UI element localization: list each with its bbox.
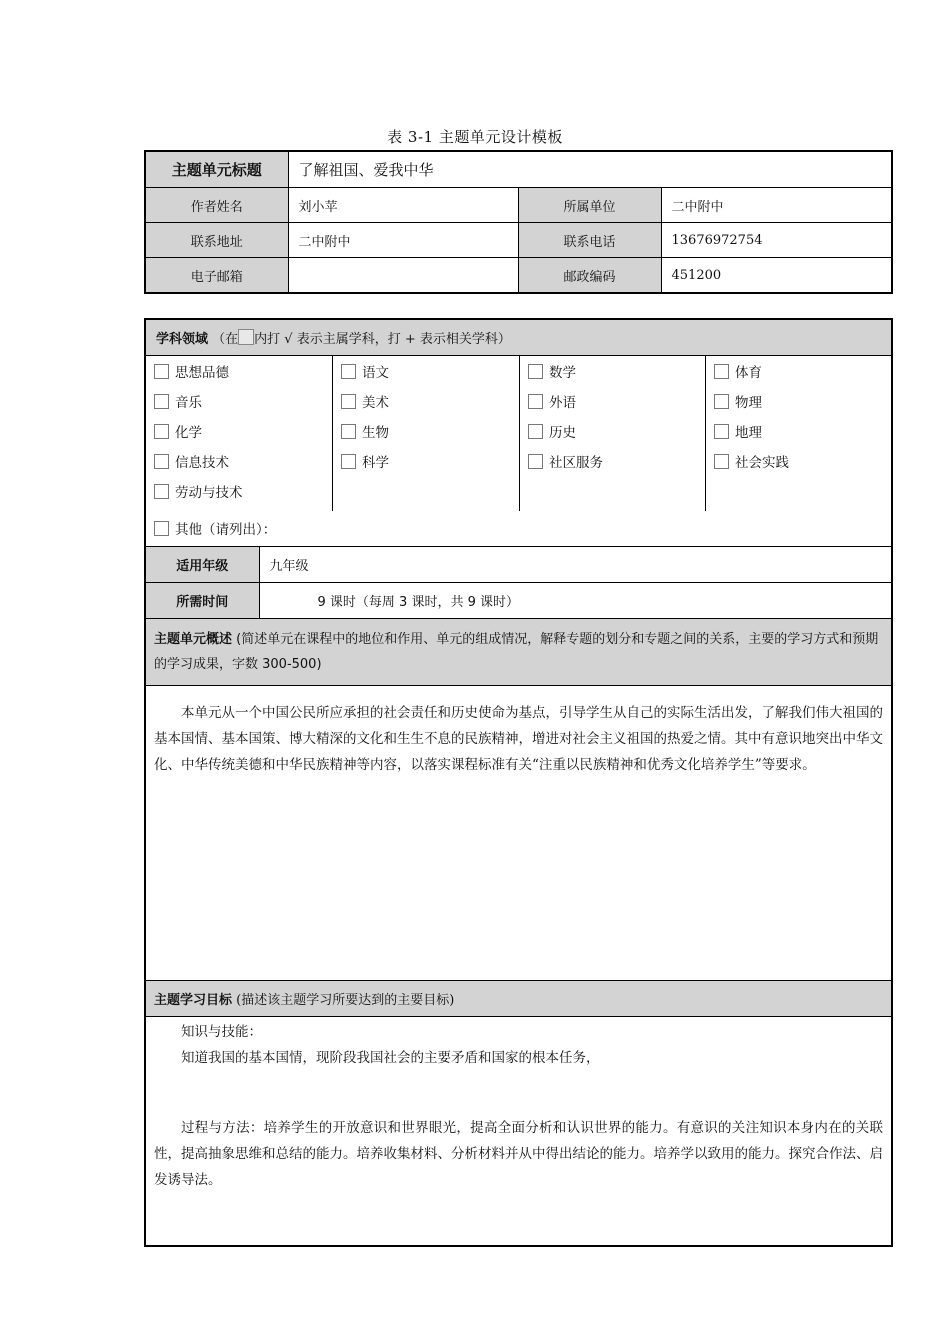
checkbox-icon[interactable] (714, 424, 729, 439)
spacer (154, 1071, 883, 1115)
subject-option-label: 数学 (549, 365, 576, 381)
checkbox-icon[interactable] (154, 394, 169, 409)
subject-option[interactable] (714, 394, 762, 412)
checkbox-icon[interactable] (154, 454, 169, 469)
subject-other-option[interactable] (154, 518, 276, 538)
subject-grid (146, 356, 891, 546)
table-caption: 表 3-1 主题单元设计模板 (387, 128, 563, 146)
email-value (288, 258, 518, 294)
subject-option[interactable] (714, 424, 762, 442)
checkbox-icon[interactable] (528, 394, 543, 409)
grade-value: 九年级 (259, 547, 892, 583)
unit-value: 二中附中 (661, 188, 892, 223)
subject-column (705, 356, 892, 511)
checkbox-icon[interactable] (154, 364, 169, 379)
goals-hint: (描述该主题学习所要达到的主要目标) (236, 993, 455, 1008)
subject-option[interactable] (341, 364, 389, 382)
goals-body (145, 1017, 892, 1247)
checkbox-icon[interactable] (341, 364, 356, 379)
subject-option[interactable] (528, 364, 576, 382)
subject-option-label: 音乐 (175, 395, 202, 411)
subject-other-label: 其他（请列出）： (175, 522, 277, 538)
checkbox-icon[interactable] (714, 454, 729, 469)
subject-option[interactable] (154, 364, 229, 382)
subject-note-suffix: 内打 √ 表示主属学科，打 + 表示相关学科） (254, 332, 511, 347)
checkbox-icon[interactable] (528, 454, 543, 469)
subject-option-label: 思想品德 (175, 365, 229, 381)
overview-header (145, 619, 892, 686)
checkbox-icon[interactable] (714, 394, 729, 409)
subject-option-label: 劳动与技术 (175, 485, 243, 501)
subject-option[interactable] (528, 394, 576, 412)
subject-option-label: 信息技术 (175, 455, 229, 471)
subject-label: 学科领域 (156, 332, 209, 347)
phone-label: 联系电话 (518, 223, 661, 258)
checkbox-icon[interactable] (528, 364, 543, 379)
grade-label: 适用年级 (145, 547, 259, 583)
overview-hint: (简述单元在课程中的地位和作用、单元的组成情况，解释专题的划分和专题之间的关系，主要的学习方式和预期的学习成果，字数 300-500) (154, 632, 879, 672)
subject-option-label: 地理 (735, 425, 762, 441)
subject-column (332, 356, 520, 511)
subject-note-prefix: （在 (212, 332, 239, 347)
address-label: 联系地址 (145, 223, 288, 258)
info-table (144, 150, 893, 294)
overview-text: 本单元从一个中国公民所应承担的社会责任和历史使命为基点，引导学生从自己的实际生活出发，了解我们伟大祖国的基本国情、基本国策、博大精深的文化和生生不息的民族精神，增进对社会主义祖国的热爱之情。其中有意识地突出中华文化、中华传统美德和中华民族精神等内容，以落实课程标准有关“注重以民族精神和优秀文化培养学生”等要求。 (154, 705, 884, 773)
time-label: 所需时间 (145, 583, 259, 619)
subject-option-label: 生物 (362, 425, 389, 441)
subject-option[interactable] (154, 394, 202, 412)
subject-option[interactable] (341, 394, 389, 412)
subject-column (519, 356, 706, 511)
subject-option-label: 科学 (362, 455, 389, 471)
subject-option-label: 语文 (362, 365, 389, 381)
main-table (144, 318, 893, 1247)
knowledge-title: 知识与技能： (181, 1024, 262, 1040)
subject-option-label: 外语 (549, 395, 576, 411)
checkbox-icon[interactable] (528, 424, 543, 439)
address-value: 二中附中 (288, 223, 518, 258)
process-text: 过程与方法：培养学生的开放意识和世界眼光，提高全面分析和认识世界的能力。有意识的关注知识本身内在的关联性，提高抽象思维和总结的能力。培养收集材料、分析材料并从中得出结论的能力。培养学以致用的能力。探究合作法、启发诱导法。 (154, 1120, 884, 1188)
time-value: 9 课时（每周 3 课时，共 9 课时） (259, 583, 892, 619)
goals-label: 主题学习目标 (154, 993, 233, 1008)
checkbox-icon[interactable] (341, 424, 356, 439)
subject-option[interactable] (154, 484, 243, 502)
subject-option-label: 社区服务 (549, 455, 603, 471)
author-value: 刘小苹 (288, 188, 518, 223)
checkbox-icon[interactable] (154, 521, 169, 536)
subject-option-label: 化学 (175, 425, 202, 441)
subject-column (146, 356, 332, 511)
title-label: 主题单元标题 (145, 151, 288, 188)
subject-option-label: 物理 (735, 395, 762, 411)
unit-label: 所属单位 (518, 188, 661, 223)
subject-grid-cell (145, 356, 892, 547)
subject-option[interactable] (154, 454, 229, 472)
postcode-label: 邮政编码 (518, 258, 661, 294)
subject-option[interactable] (714, 454, 789, 472)
email-label: 电子邮箱 (145, 258, 288, 294)
author-label: 作者姓名 (145, 188, 288, 223)
checkbox-icon[interactable] (714, 364, 729, 379)
checkbox-icon[interactable] (154, 484, 169, 499)
subject-option-label: 美术 (362, 395, 389, 411)
checkbox-icon[interactable] (341, 454, 356, 469)
checkbox-icon[interactable] (341, 394, 356, 409)
subject-option[interactable] (154, 424, 202, 442)
subject-option-label: 体育 (735, 365, 762, 381)
subject-option-label: 社会实践 (735, 455, 789, 471)
subject-option[interactable] (714, 364, 762, 382)
subject-option-label: 历史 (549, 425, 576, 441)
goals-header (145, 981, 892, 1017)
overview-body (145, 686, 892, 981)
overview-label: 主题单元概述 (154, 632, 233, 647)
subject-option[interactable] (528, 454, 603, 472)
knowledge-text: 知道我国的基本国情，现阶段我国社会的主要矛盾和国家的根本任务， (181, 1050, 600, 1066)
subject-option[interactable] (341, 424, 389, 442)
checkbox-sample-icon (238, 329, 254, 345)
title-value: 了解祖国、爱我中华 (288, 151, 892, 188)
subject-option[interactable] (341, 454, 389, 472)
phone-value: 13676972754 (661, 223, 892, 258)
subject-header (145, 319, 892, 356)
subject-option[interactable] (528, 424, 576, 442)
checkbox-icon[interactable] (154, 424, 169, 439)
postcode-value: 451200 (661, 258, 892, 294)
